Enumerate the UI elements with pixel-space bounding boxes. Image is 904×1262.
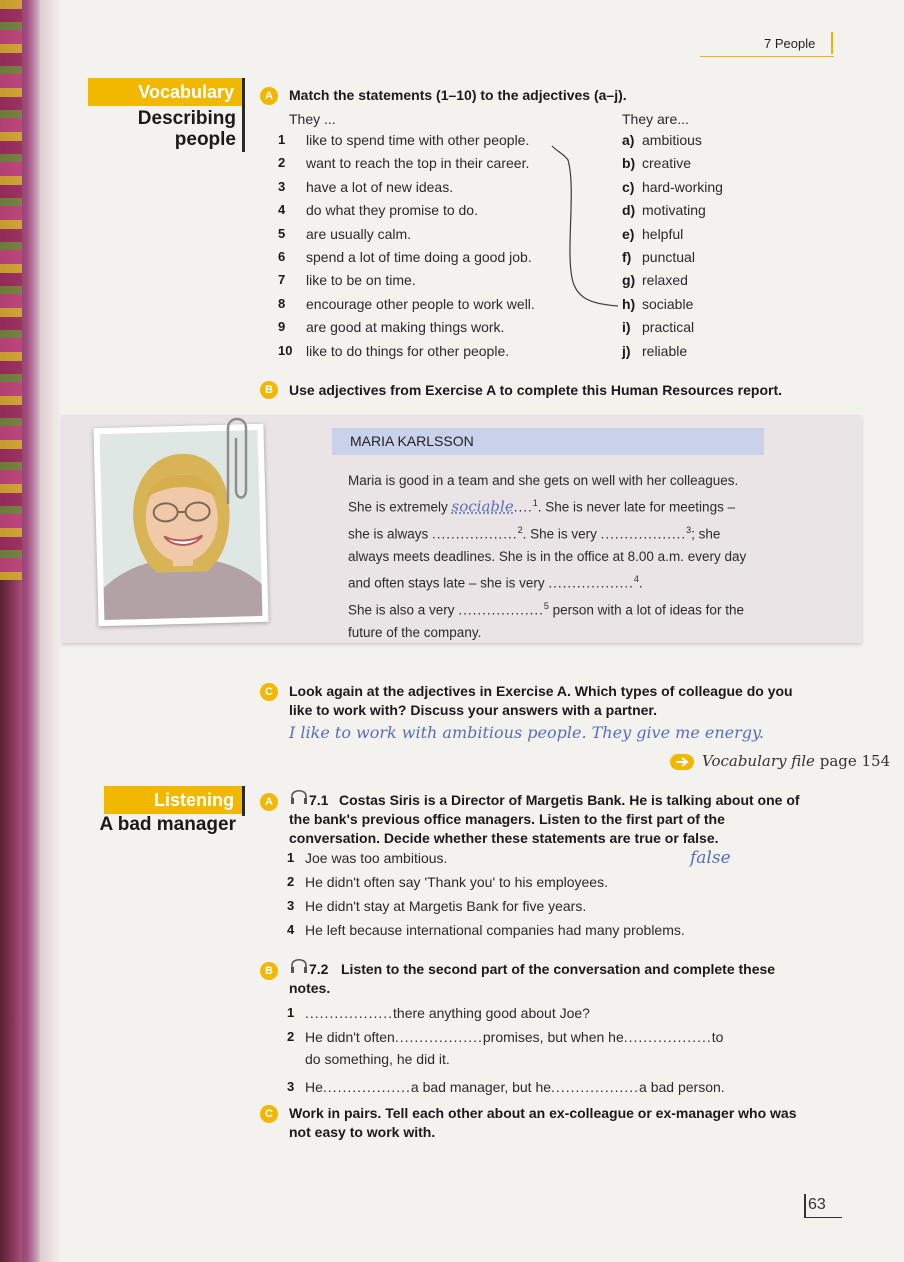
statement-list: [278, 132, 578, 366]
list-item: [622, 296, 822, 319]
item-letter: c): [622, 178, 635, 195]
footnote-marker: 1: [532, 498, 538, 508]
report-line-5: [348, 568, 778, 595]
list-item: [287, 922, 747, 946]
listening-a-instruction-1: Costas Siris is a Director of Margetis Bank. He is talking about one of: [339, 792, 800, 808]
report-line-1: Maria is good in a team and she gets on well with her colleagues.: [348, 473, 739, 488]
notes-list: [287, 1002, 807, 1098]
handwritten-sample-answer: I like to work with ambitious people. They give me energy.: [289, 723, 765, 742]
reference-label: Vocabulary file: [702, 752, 815, 770]
list-item: [622, 179, 822, 202]
item-number: 2: [278, 155, 286, 171]
list-item: [278, 249, 578, 272]
list-item: [622, 343, 822, 366]
item-text: relaxed: [642, 272, 688, 289]
item-text: He didn't stay at Margetis Bank for five years.: [305, 898, 587, 914]
report-body: [348, 469, 778, 644]
headphones-icon: [289, 955, 309, 978]
listening-a-track: 7.1: [309, 792, 329, 808]
blank[interactable]: ..................: [322, 1079, 411, 1095]
item-text: do what they promise to do.: [306, 202, 478, 219]
page-number-rule: [806, 1217, 842, 1218]
list-item: [278, 202, 578, 225]
list-item: [278, 179, 578, 202]
exercise-c-instruction-1: Look again at the adjectives in Exercise A. Which types of colleague do you: [289, 683, 793, 699]
reference-page: page 154: [819, 752, 891, 770]
item-letter: f): [622, 248, 632, 265]
listening-subtitle: A bad manager: [99, 814, 236, 835]
item-text: helpful: [642, 225, 684, 242]
listening-tab: Listening: [104, 786, 242, 814]
listening-c-badge: C: [260, 1105, 278, 1123]
list-item: [278, 319, 578, 342]
listening-c-instruction-2: not easy to work with.: [289, 1124, 436, 1140]
handwritten-answer-1: sociable: [451, 497, 514, 516]
blank-4[interactable]: ..................: [548, 575, 634, 591]
listening-b-track: 7.2: [309, 961, 329, 977]
note-3: [287, 1076, 807, 1098]
report-text: and often stays late – she is very: [348, 575, 549, 591]
item-text: like to be on time.: [306, 272, 416, 289]
listening-a-badge: A: [260, 793, 278, 811]
note-2-continued: do something, he did it.: [305, 1051, 450, 1067]
listening-tab-bar: [242, 786, 245, 816]
exercise-a-instruction: Match the statements (1–10) to the adjectives (a–j).: [289, 87, 627, 103]
vocabulary-subtitle-line1: Describing: [137, 108, 236, 129]
item-text: like to spend time with other people.: [306, 132, 530, 148]
item-text: He left because international companies had many problems.: [305, 922, 685, 938]
item-number: 1: [278, 132, 286, 147]
item-number: 8: [278, 295, 286, 311]
item-number: 3: [287, 1079, 295, 1094]
listening-b-instruction-1: Listen to the second part of the conversation and complete these: [341, 961, 776, 977]
exercise-c-badge: C: [260, 683, 278, 701]
vocabulary-tab: Vocabulary: [88, 78, 242, 106]
item-letter: j): [622, 342, 631, 359]
listening-a-instruction-3: conversation. Decide whether these statements are true or false.: [289, 830, 719, 846]
vocabulary-file-reference[interactable]: [702, 752, 890, 770]
report-text: person with a lot of ideas for the: [548, 602, 744, 617]
report-text: she is always: [348, 526, 433, 541]
footnote-marker: 2: [517, 524, 523, 535]
item-letter: g): [622, 272, 636, 289]
handwritten-match-line: [550, 138, 630, 310]
list-item: [622, 319, 822, 342]
note-text: promises, but when he: [482, 1029, 624, 1045]
report-text: .: [638, 575, 643, 591]
report-line-4: always meets deadlines. She is in the office at 8.00 a.m. every day: [348, 549, 747, 564]
note-text: a bad person.: [639, 1079, 725, 1095]
report-line-3: [348, 519, 778, 546]
chapter-header: 7 People: [764, 36, 816, 51]
note-text: He: [305, 1079, 323, 1095]
list-item: [287, 898, 747, 922]
report-text: She is also a very: [348, 602, 459, 617]
list-item: [278, 226, 578, 249]
list-item: [278, 343, 578, 366]
item-number: 7: [278, 272, 286, 288]
list-item: [622, 155, 822, 178]
list-item: [278, 296, 578, 319]
report-line-6: [348, 595, 778, 622]
report-text: ; she: [691, 526, 721, 541]
footnote-marker: 3: [686, 524, 692, 535]
item-letter: d): [622, 202, 636, 219]
note-2: [287, 1026, 807, 1048]
blank: ....: [513, 499, 533, 515]
header-rule: [700, 56, 834, 57]
item-number: 10: [278, 342, 293, 358]
item-number: 1: [287, 850, 295, 865]
listening-b-instruction-2: notes.: [289, 980, 331, 996]
item-number: 2: [287, 1029, 295, 1044]
exercise-c-instruction-2: like to work with? Discuss your answers with a partner.: [289, 702, 657, 718]
true-false-list: [287, 850, 747, 946]
list-item: [278, 272, 578, 295]
blank[interactable]: ..................: [551, 1079, 640, 1095]
item-letter: b): [622, 155, 636, 172]
report-line-2: [348, 492, 778, 519]
list-item: [287, 850, 747, 874]
item-text: want to reach the top in their career.: [306, 155, 530, 172]
item-text: encourage other people to work well.: [306, 295, 535, 312]
note-text: to: [711, 1029, 724, 1045]
list-item: [278, 132, 578, 155]
item-letter: a): [622, 132, 635, 148]
spine-photo-strip: [0, 0, 22, 580]
adjectives-head: They are...: [622, 111, 689, 127]
blank-2[interactable]: ..................: [432, 526, 518, 541]
adjective-list: [622, 132, 822, 366]
item-text: Joe was too ambitious.: [305, 850, 448, 866]
item-number: 4: [287, 922, 295, 937]
item-text: spend a lot of time doing a good job.: [306, 248, 532, 265]
report-name: MARIA KARLSSON: [350, 433, 474, 449]
list-item: [622, 132, 822, 155]
listening-a-instruction-2: the bank's previous office managers. Listen to the first part of the: [289, 811, 725, 827]
item-number: 9: [278, 319, 286, 335]
list-item: [622, 249, 822, 272]
list-item: [287, 874, 747, 898]
item-number: 5: [278, 225, 286, 241]
spine-shadow: [22, 0, 62, 1262]
blank-3[interactable]: ..................: [600, 526, 687, 541]
item-number: 2: [287, 874, 295, 889]
list-item: [278, 155, 578, 178]
footnote-marker: 5: [543, 600, 549, 611]
item-number: 6: [278, 248, 286, 264]
item-text: ambitious: [642, 132, 702, 148]
item-letter: e): [622, 225, 635, 242]
blank[interactable]: ..................: [394, 1029, 483, 1045]
list-item: [622, 272, 822, 295]
footnote-marker: 4: [633, 574, 639, 584]
arrow-right-icon: [670, 754, 694, 770]
note-text: a bad manager, but he: [410, 1079, 552, 1095]
headphones-icon: [289, 786, 309, 809]
note-text: there anything good about Joe?: [393, 1005, 590, 1021]
item-text: are usually calm.: [306, 225, 412, 242]
item-letter: h): [622, 295, 636, 312]
page-number: 63: [808, 1196, 826, 1213]
blank[interactable]: ..................: [623, 1029, 712, 1045]
vocabulary-subtitle-line2: people: [174, 129, 236, 150]
item-number: 4: [278, 202, 286, 218]
exercise-b-badge: B: [260, 381, 278, 399]
item-text: practical: [642, 319, 695, 336]
item-number: 3: [287, 898, 295, 913]
handwritten-answer-false: false: [690, 848, 731, 868]
report-text: . She is very: [522, 526, 601, 541]
listening-b-badge: B: [260, 962, 278, 980]
list-item: [622, 202, 822, 225]
item-letter: i): [622, 319, 631, 336]
report-line-7: future of the company.: [348, 625, 482, 640]
list-item: [622, 226, 822, 249]
item-text: like to do things for other people.: [306, 342, 510, 359]
item-text: sociable: [642, 295, 694, 312]
item-number: 3: [278, 178, 286, 194]
note-text: He didn't often: [305, 1029, 395, 1045]
report-text: . She is never late for meetings –: [537, 499, 736, 515]
page-number-bracket: [804, 1194, 806, 1218]
item-text: are good at making things work.: [306, 319, 505, 336]
header-marker: [831, 32, 833, 54]
item-text: He didn't often say 'Thank you' to his employees.: [305, 874, 608, 890]
exercise-a-badge: A: [260, 87, 278, 105]
item-text: reliable: [642, 342, 688, 359]
report-text: She is extremely: [348, 499, 452, 515]
vocabulary-tab-bar: [242, 78, 245, 152]
item-number: 1: [287, 1005, 295, 1020]
note-1: [287, 1002, 807, 1024]
item-text: have a lot of new ideas.: [306, 178, 454, 195]
item-text: motivating: [642, 202, 706, 219]
blank[interactable]: ..................: [305, 1005, 394, 1021]
item-text: creative: [642, 155, 692, 172]
item-text: hard-working: [642, 178, 723, 195]
item-text: punctual: [642, 248, 695, 265]
paperclip-icon: [208, 408, 258, 508]
statements-head: They ...: [289, 111, 336, 127]
exercise-b-instruction: Use adjectives from Exercise A to complete this Human Resources report.: [289, 382, 783, 398]
listening-c-instruction-1: Work in pairs. Tell each other about an ex-colleague or ex-manager who was: [289, 1105, 797, 1121]
blank-5[interactable]: ..................: [458, 602, 544, 617]
